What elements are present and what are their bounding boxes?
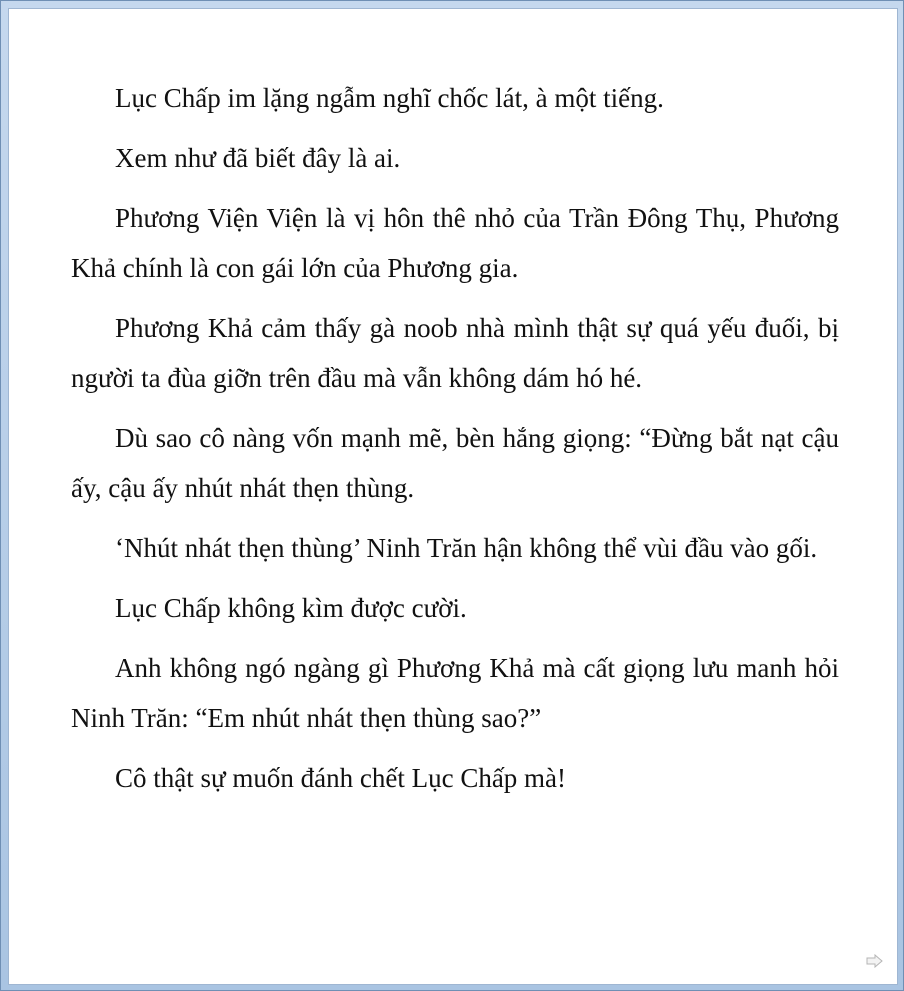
paragraph: Phương Khả cảm thấy gà noob nhà mình thật sự quá yếu đuối, bị người ta đùa giỡn trên đầu mà vẫn không dám hó hé. [71, 313, 839, 393]
document-body [71, 73, 839, 813]
paragraph: Lục Chấp không kìm được cười. [115, 593, 467, 623]
paragraph: Phương Viện Viện là vị hôn thê nhỏ của Trần Đông Thụ, Phương Khả chính là con gái lớn của Phương gia. [71, 203, 839, 283]
next-page-arrow-icon[interactable] [866, 954, 884, 968]
paragraph: ‘Nhút nhát thẹn thùng’ Ninh Trăn hận không thể vùi đầu vào gối. [115, 533, 818, 563]
document-page [8, 8, 898, 985]
paragraph: Lục Chấp im lặng ngẫm nghĩ chốc lát, à một tiếng. [115, 83, 664, 113]
paragraph: Xem như đã biết đây là ai. [115, 143, 401, 173]
paragraph: Dù sao cô nàng vốn mạnh mẽ, bèn hắng giọng: “Đừng bắt nạt cậu ấy, cậu ấy nhút nhát thẹn thùng. [71, 423, 839, 503]
paragraph: Anh không ngó ngàng gì Phương Khả mà cất giọng lưu manh hỏi Ninh Trăn: “Em nhút nhát thẹn thùng sao?” [71, 653, 839, 733]
paragraph: Cô thật sự muốn đánh chết Lục Chấp mà! [115, 763, 567, 793]
